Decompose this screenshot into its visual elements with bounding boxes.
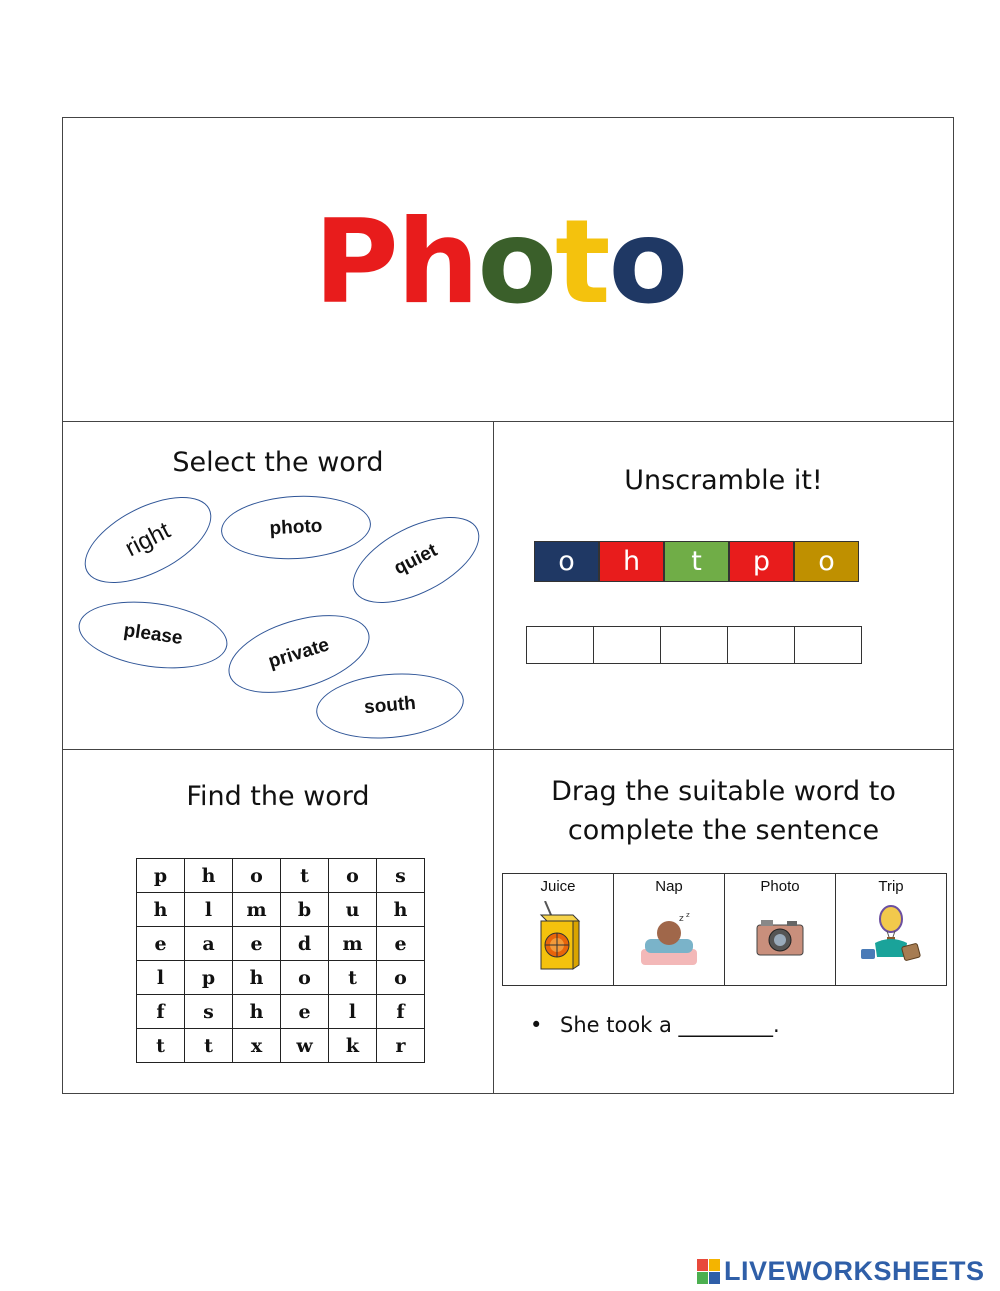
grid-cell[interactable]: h	[233, 995, 281, 1029]
logo-blocks-icon	[697, 1259, 721, 1285]
grid-cell[interactable]: k	[329, 1029, 377, 1063]
grid-cell[interactable]: x	[233, 1029, 281, 1063]
grid-cell[interactable]: t	[281, 859, 329, 893]
grid-cell[interactable]: t	[185, 1029, 233, 1063]
answer-slot[interactable]	[794, 626, 862, 664]
letter-tile[interactable]: o	[534, 541, 599, 582]
letter-tile[interactable]: o	[794, 541, 859, 582]
answer-slot[interactable]	[727, 626, 795, 664]
word-option-label: please	[122, 619, 184, 650]
grid-cell[interactable]: o	[281, 961, 329, 995]
camera-icon	[755, 917, 805, 957]
grid-cell[interactable]: m	[233, 893, 281, 927]
grid-cell[interactable]: o	[377, 961, 425, 995]
scrambled-letters	[534, 541, 859, 582]
juice-box-icon	[533, 901, 583, 973]
grid-cell[interactable]: e	[281, 995, 329, 1029]
letter-tile[interactable]: h	[599, 541, 664, 582]
drag-word-heading-line2: complete the sentence	[567, 815, 880, 846]
fill-in-sentence	[530, 1013, 780, 1037]
title-letter: o	[608, 195, 687, 330]
word-card-label: Photo	[760, 878, 800, 895]
word-card-trip[interactable]	[836, 874, 947, 986]
bullet-icon: •	[530, 1013, 543, 1037]
grid-cell[interactable]: h	[185, 859, 233, 893]
grid-cell[interactable]: h	[377, 893, 425, 927]
grid-cell[interactable]: o	[233, 859, 281, 893]
grid-cell[interactable]: e	[137, 927, 185, 961]
grid-cell[interactable]: d	[281, 927, 329, 961]
sleeping-person-icon	[639, 909, 699, 971]
word-option-label: south	[363, 692, 417, 719]
logo-text: LIVEWORKSHEETS	[724, 1256, 985, 1286]
word-option-label: private	[265, 634, 332, 673]
svg-text:z: z	[686, 911, 690, 919]
grid-cell[interactable]: t	[329, 961, 377, 995]
liveworksheets-logo	[697, 1256, 985, 1287]
grid-cell[interactable]: l	[329, 995, 377, 1029]
word-search-grid	[136, 858, 425, 1063]
drag-word-heading-line1: Drag the suitable word to	[551, 776, 896, 807]
grid-cell[interactable]: p	[185, 961, 233, 995]
select-word-heading: Select the word	[172, 447, 384, 478]
answer-slot[interactable]	[526, 626, 594, 664]
grid-cell[interactable]: e	[377, 927, 425, 961]
grid-cell[interactable]: w	[281, 1029, 329, 1063]
word-card-photo[interactable]	[725, 874, 836, 986]
find-word-heading: Find the word	[186, 781, 370, 812]
answer-slot[interactable]	[660, 626, 728, 664]
grid-cell[interactable]: u	[329, 893, 377, 927]
letter-tile[interactable]: t	[664, 541, 729, 582]
title-letter: t	[555, 195, 609, 330]
unscramble-heading: Unscramble it!	[624, 465, 823, 496]
page-title	[0, 195, 1000, 330]
word-option-label: right	[120, 516, 175, 563]
title-letter: P	[313, 195, 397, 330]
word-card-label: Nap	[655, 878, 683, 895]
grid-cell[interactable]: s	[377, 859, 425, 893]
grid-cell[interactable]: e	[233, 927, 281, 961]
sentence-text[interactable]: She took a _________.	[560, 1013, 780, 1037]
grid-cell[interactable]: a	[185, 927, 233, 961]
grid-cell[interactable]: f	[377, 995, 425, 1029]
letter-tile[interactable]: p	[729, 541, 794, 582]
word-card-label: Trip	[878, 878, 904, 895]
grid-cell[interactable]: l	[137, 961, 185, 995]
title-letter: o	[477, 195, 556, 330]
svg-text:z: z	[679, 914, 684, 924]
grid-cell[interactable]: f	[137, 995, 185, 1029]
grid-cell[interactable]: s	[185, 995, 233, 1029]
word-bank	[502, 873, 947, 986]
word-card-label: Juice	[540, 878, 576, 895]
grid-cell[interactable]: t	[137, 1029, 185, 1063]
word-option-label: quiet	[390, 539, 441, 580]
grid-cell[interactable]: l	[185, 893, 233, 927]
grid-cell[interactable]: o	[329, 859, 377, 893]
answer-slots	[526, 626, 862, 664]
grid-cell[interactable]: h	[233, 961, 281, 995]
grid-cell[interactable]: m	[329, 927, 377, 961]
grid-cell[interactable]: r	[377, 1029, 425, 1063]
grid-cell[interactable]: b	[281, 893, 329, 927]
word-option-label: photo	[269, 515, 323, 539]
grid-cell[interactable]: h	[137, 893, 185, 927]
title-letter: h	[396, 195, 478, 330]
word-card-juice[interactable]	[503, 874, 614, 986]
answer-slot[interactable]	[593, 626, 661, 664]
word-card-nap[interactable]	[614, 874, 725, 986]
grid-cell[interactable]: p	[137, 859, 185, 893]
travel-balloon-icon	[859, 905, 923, 963]
